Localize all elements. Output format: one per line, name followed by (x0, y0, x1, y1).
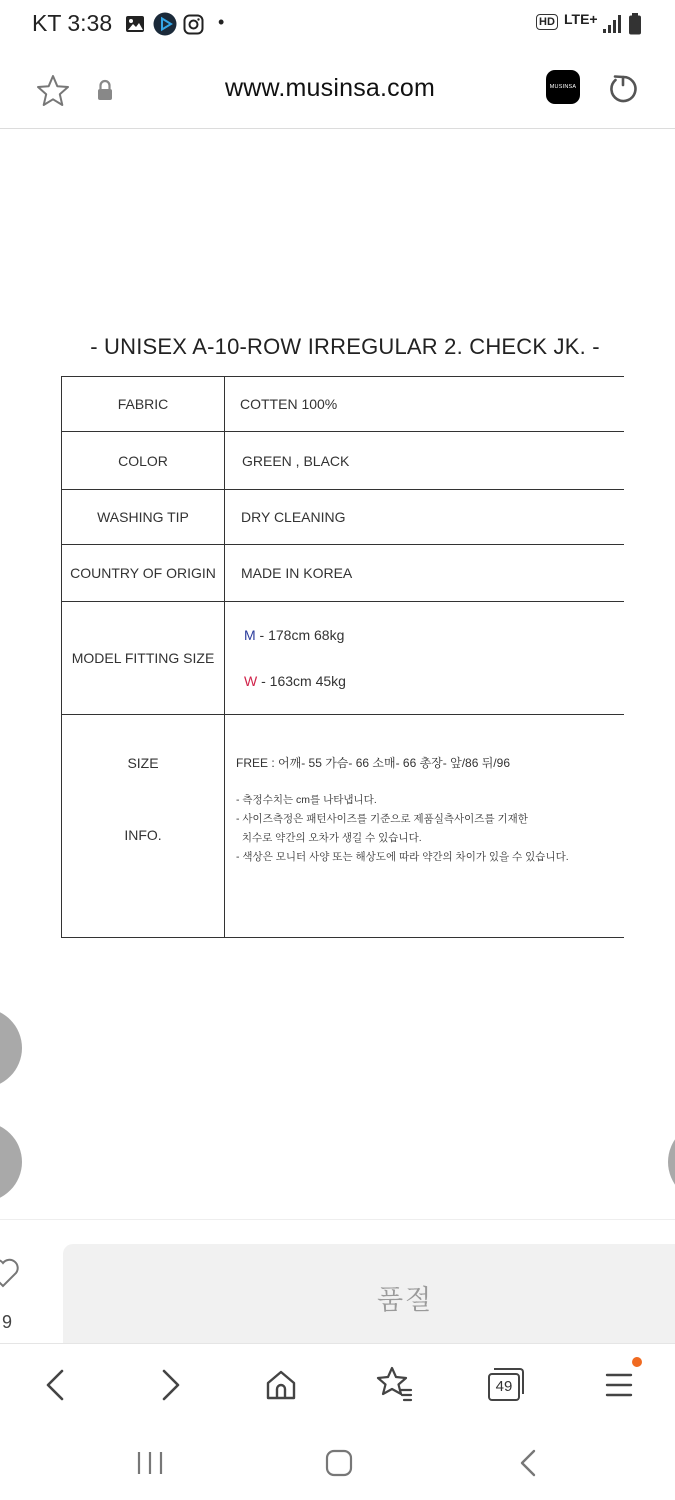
home-icon[interactable] (264, 1368, 298, 1402)
floating-button[interactable] (0, 1008, 22, 1088)
model-values (225, 602, 625, 715)
hd-badge: HD (536, 14, 558, 30)
size-info-labels (62, 715, 225, 938)
url-text[interactable]: www.musinsa.com (225, 74, 435, 102)
browser-toolbar (0, 1343, 675, 1426)
instagram-icon (183, 14, 204, 35)
sold-out-button[interactable] (63, 1244, 675, 1344)
gallery-icon (125, 15, 145, 33)
recent-apps-icon[interactable] (136, 1449, 164, 1477)
status-bar (0, 0, 675, 50)
menu-notification-badge (632, 1357, 642, 1367)
floating-button[interactable] (668, 1122, 675, 1202)
product-info-table (61, 376, 624, 938)
origin-label: COUNTRY OF ORIGIN (62, 545, 225, 602)
info-note: - 사이즈측정은 패턴사이즈를 기준으로 제품실측사이즈를 기재한 (236, 813, 528, 825)
bookmarks-icon[interactable] (376, 1366, 414, 1402)
model-label: MODEL FITTING SIZE (62, 602, 225, 715)
info-note: 치수로 약간의 오차가 생길 수 있습니다. (236, 832, 422, 844)
size-value: FREE : 어깨- 55 가슴- 66 소매- 66 총장- 앞/86 뒤/96 (236, 756, 510, 770)
info-notes (236, 791, 624, 867)
site-logo-icon[interactable]: MUSINSA (546, 70, 580, 104)
table-row (62, 545, 625, 602)
menu-icon[interactable] (604, 1372, 634, 1398)
washing-value: DRY CLEANING (225, 490, 625, 545)
fabric-value: COTTEN 100% (225, 377, 625, 432)
system-nav-bar (0, 1425, 675, 1500)
tabs-button[interactable] (488, 1368, 522, 1400)
table-row (62, 715, 625, 938)
carrier-time: KT 3:38 (32, 10, 113, 36)
like-count: 9 (2, 1312, 13, 1332)
tab-count: 49 (488, 1373, 520, 1401)
sold-out-label: 품절 (377, 1285, 434, 1315)
model-w-letter: W (244, 673, 258, 689)
back-icon[interactable] (42, 1368, 68, 1402)
divider (0, 1219, 675, 1220)
info-note: - 색상은 모니터 사양 또는 해상도에 따라 약간의 차이가 있을 수 있습니다. (236, 851, 569, 863)
heart-icon[interactable] (0, 1256, 20, 1290)
model-w (244, 673, 624, 689)
model-w-value: - 163cm 45kg (257, 673, 346, 689)
table-row (62, 432, 625, 490)
notification-dot: • (218, 12, 225, 32)
address-bar (0, 50, 675, 129)
size-label: SIZE (127, 755, 159, 771)
washing-label: WASHING TIP (62, 490, 225, 545)
table-row (62, 377, 625, 432)
size-info-values (225, 715, 625, 938)
color-label: COLOR (62, 432, 225, 490)
origin-value: MADE IN KOREA (225, 545, 625, 602)
forward-icon[interactable] (158, 1368, 184, 1402)
model-m (244, 627, 624, 643)
table-row (62, 602, 625, 715)
product-title: - UNISEX A-10-ROW IRREGULAR 2. CHECK JK. - (90, 334, 600, 359)
floating-button[interactable] (0, 1122, 22, 1202)
reload-icon[interactable] (606, 72, 640, 106)
info-note: - 측정수치는 cm를 나타냅니다. (236, 794, 377, 806)
model-m-value: - 178cm 68kg (255, 627, 345, 643)
table-row (62, 490, 625, 545)
info-label: INFO. (124, 827, 162, 843)
back-nav-icon[interactable] (516, 1448, 540, 1478)
home-nav-icon[interactable] (324, 1448, 354, 1478)
battery-icon (628, 13, 642, 35)
signal-icon (602, 14, 622, 34)
play-icon (153, 12, 177, 36)
network-type: LTE+ (564, 11, 598, 27)
fabric-label: FABRIC (62, 377, 225, 432)
model-m-letter: M (244, 627, 256, 643)
color-value: GREEN , BLACK (225, 432, 625, 490)
